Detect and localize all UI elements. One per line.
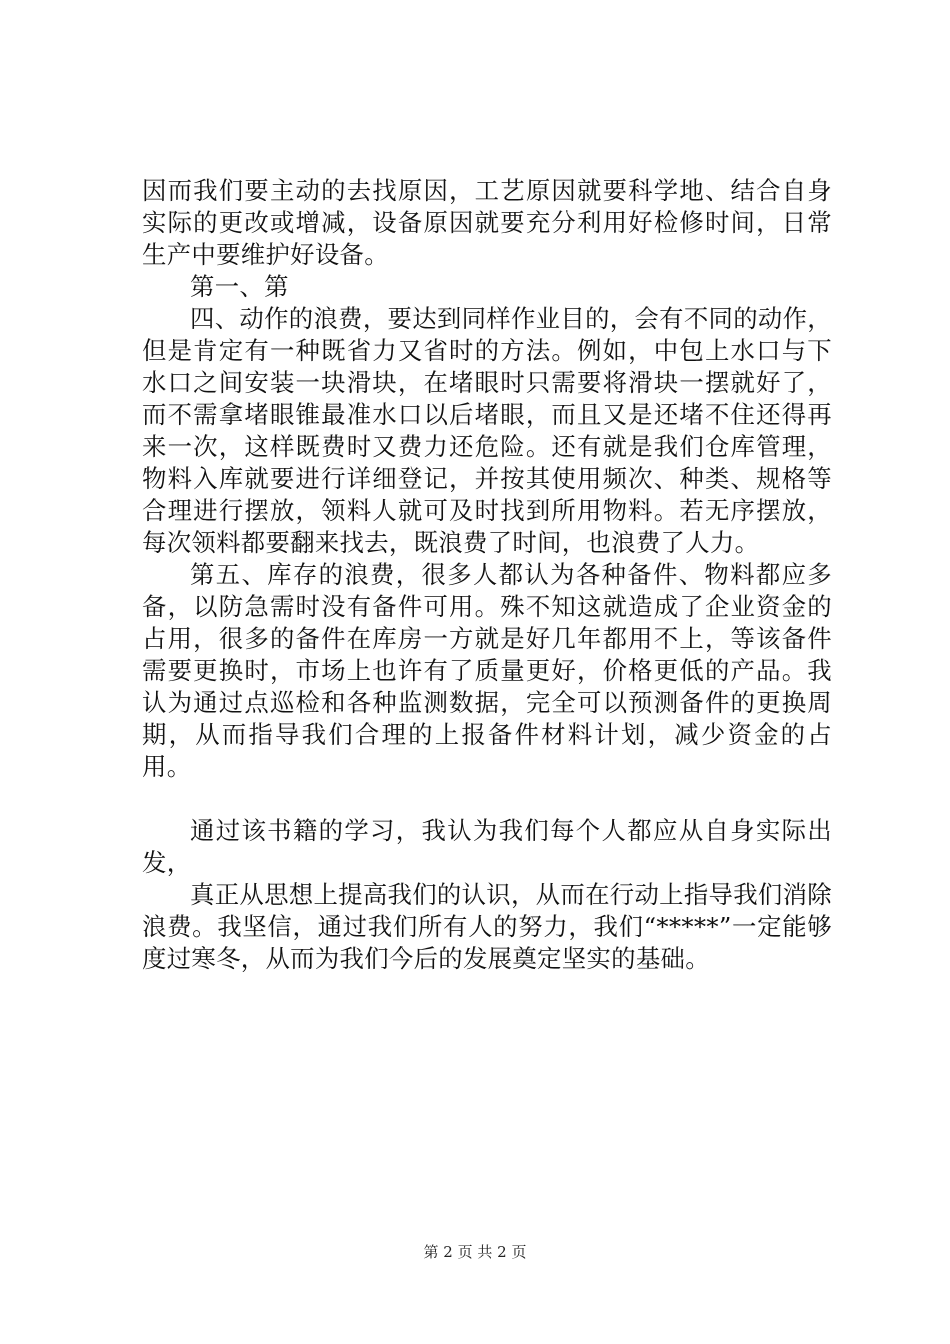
document-body [142, 175, 832, 975]
paragraph-cause-analysis: 因而我们要主动的去找原因，工艺原因就要科学地、结合自身实际的更改或增减，设备原因就要充分利用好检修时间，日常生产中要维护好设备。 [142, 176, 832, 269]
paragraph-motion-waste: 四、动作的浪费，要达到同样作业目的，会有不同的动作，但是肯定有一种既省力又省时的方法。例如，中包上水口与下水口之间安装一块滑块，在堵眼时只需要将滑块一摆就好了，而不需拿堵眼锥最准水口以后堵眼，而且又是还堵不住还得再来一次，这样既费时又费力还危险。还有就是我们仓库管理，物料入库就要进行详细登记，并按其使用频次、种类、规格等合理进行摆放，领料人就可及时找到所用物料。若无序摆放，每次领料都要翻来找去，既浪费了时间，也浪费了人力。 [142, 304, 832, 557]
paragraph-heading-fragment: 第一、第 [190, 272, 289, 301]
paragraph-inventory-waste: 第五、库存的浪费，很多人都认为各种备件、物料都应多备，以防急需时没有备件可用。殊不知这就造成了企业资金的占用，很多的备件在库房一方就是好几年都用不上，等该备件需要更换时，市场上也许有了质量更好，价格更低的产品。我认为通过点巡检和各种监测数据，完全可以预测备件的更换周期，从而指导我们合理的上报备件材料计划，减少资金的占用。 [142, 560, 832, 781]
paragraph-closing: 真正从思想上提高我们的认识，从而在行动上指导我们消除浪费。我坚信，通过我们所有人的努力，我们“*****”一定能够度过寒冬，从而为我们今后的发展奠定坚实的基础。 [142, 880, 832, 973]
paragraph-study-conclusion: 通过该书籍的学习，我认为我们每个人都应从自身实际出发， [142, 816, 832, 877]
paragraph-spacer [142, 783, 832, 815]
page-number-footer: 第 2 页 共 2 页 [423, 1243, 527, 1261]
